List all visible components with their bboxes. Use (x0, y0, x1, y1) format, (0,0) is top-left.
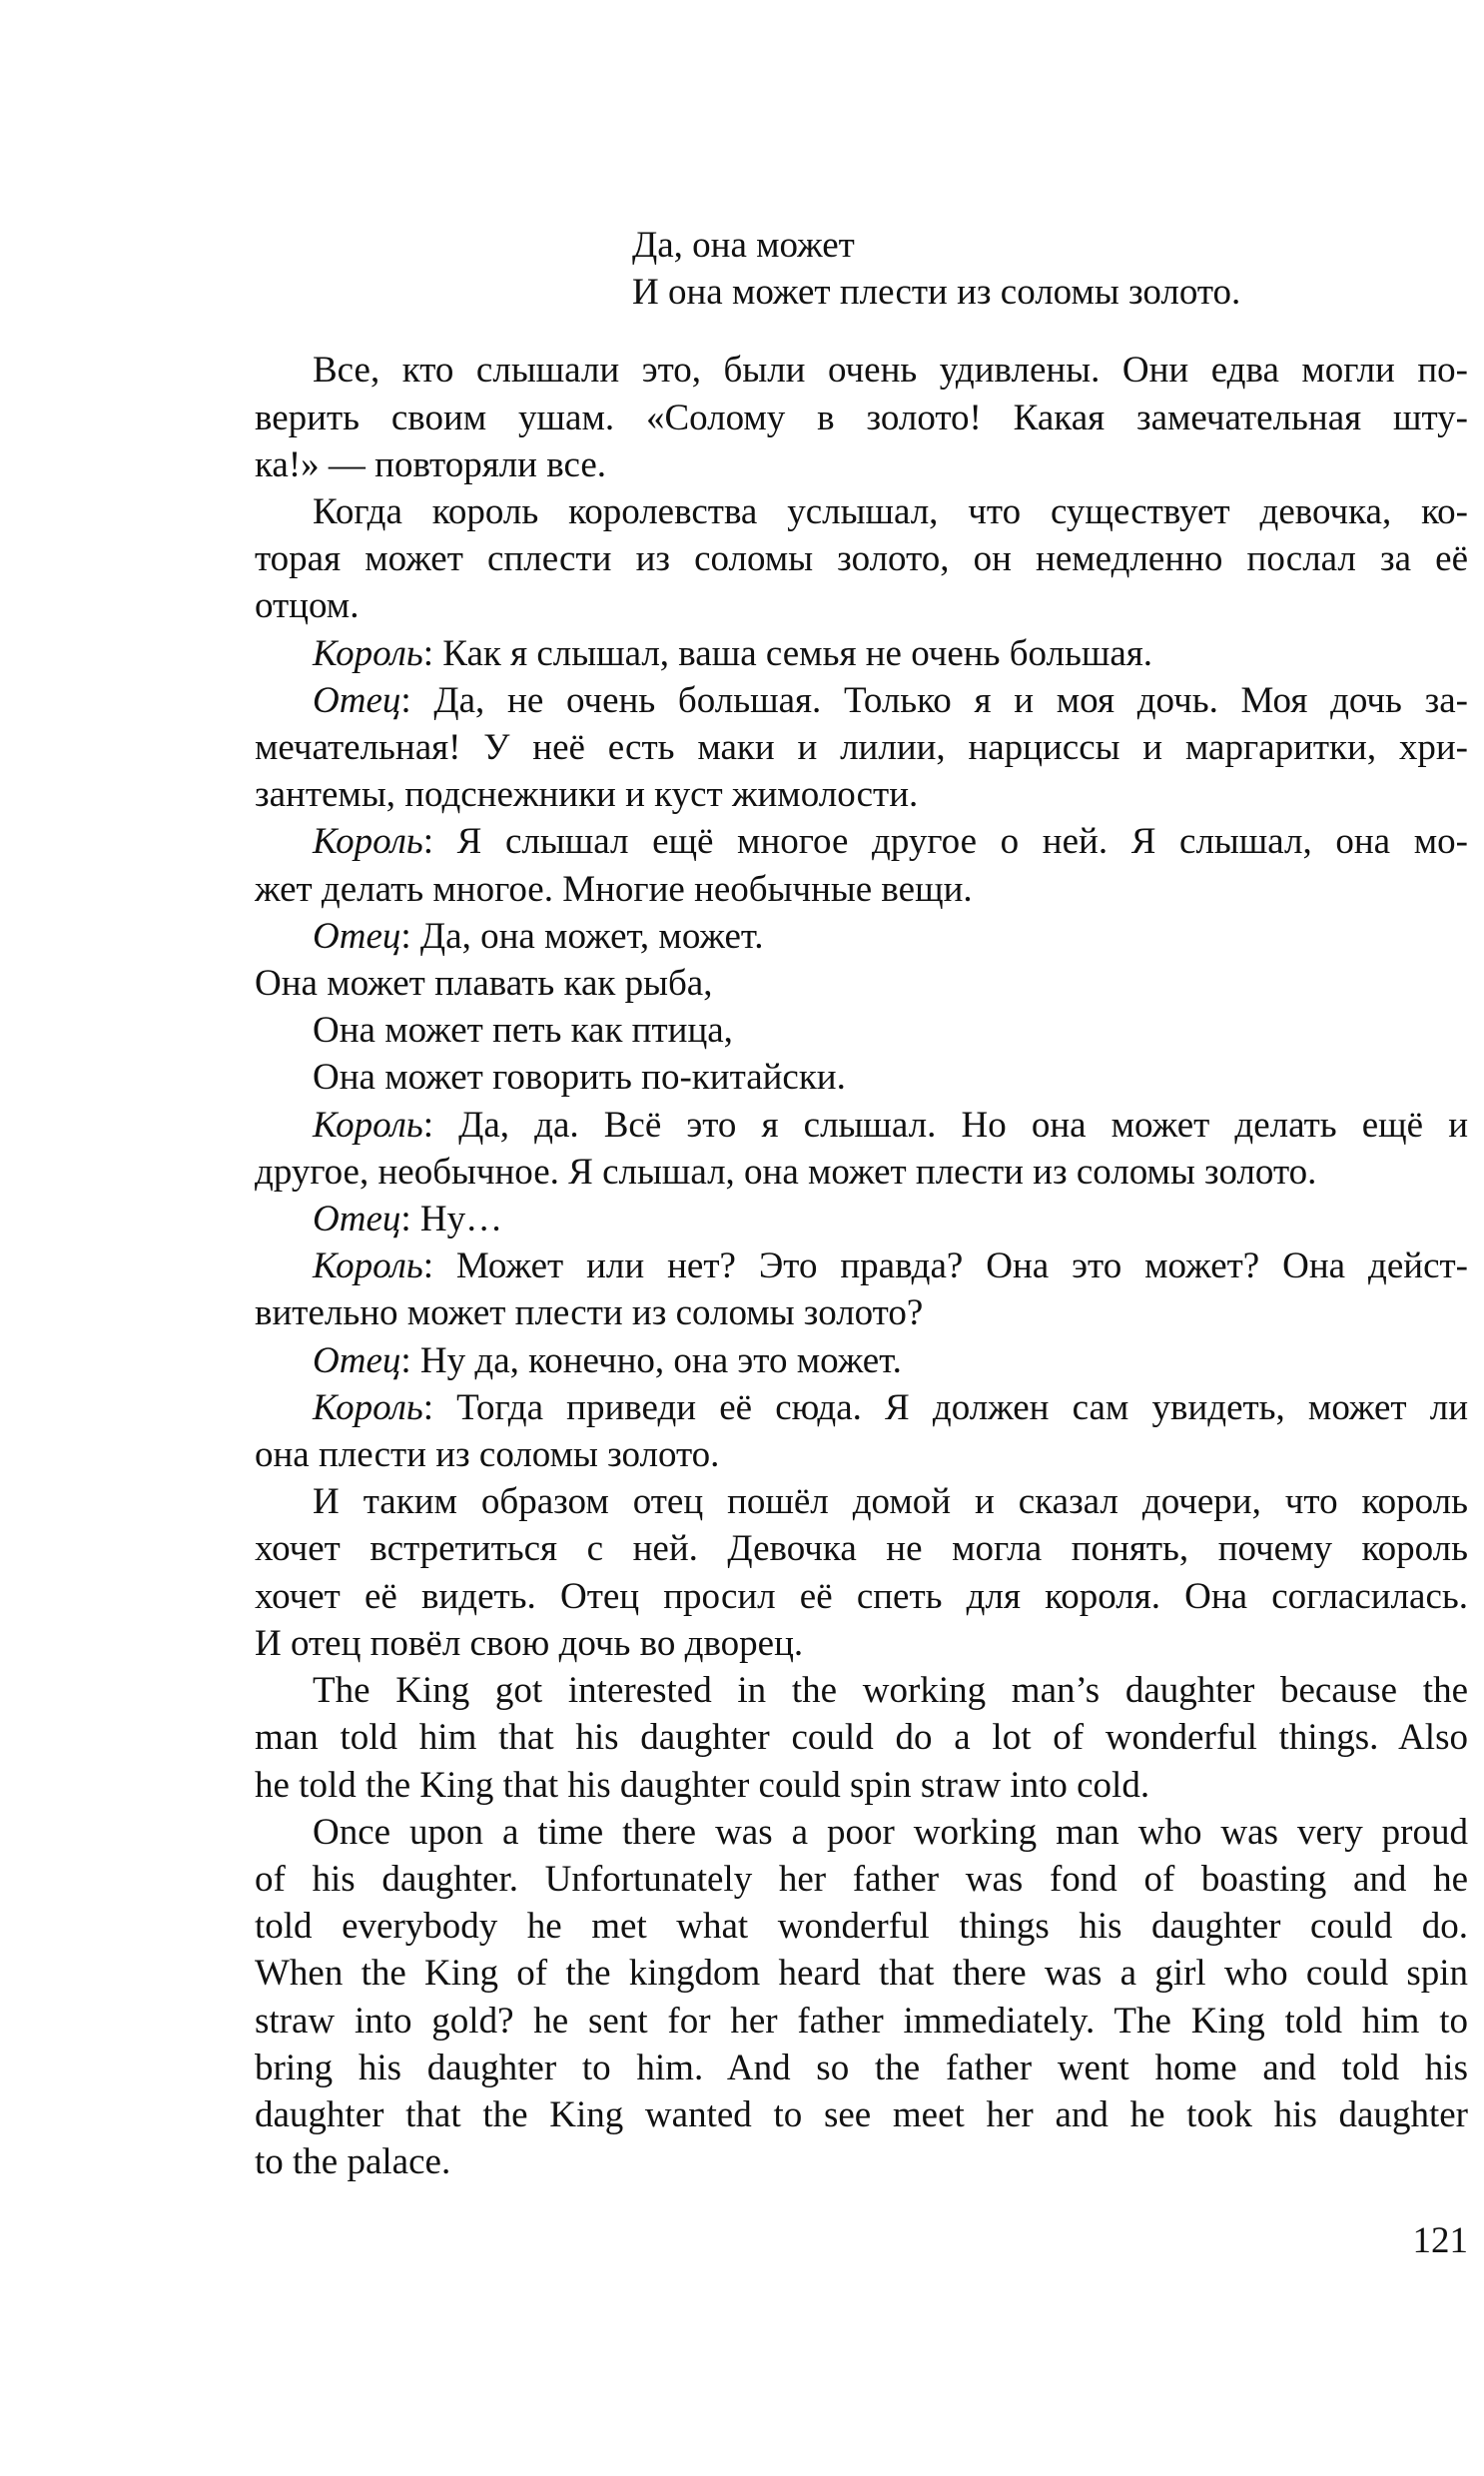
speaker-name: Отец (313, 1339, 401, 1381)
verse-line (255, 222, 1468, 269)
text-line (255, 1903, 1468, 1950)
line-text: The King got interested in the working man’s daughter because the (313, 1670, 1468, 1712)
text-line (255, 1007, 1468, 1054)
line-text: he told the King that his daughter could spin straw into cold. (255, 1764, 1150, 1806)
line-text: of his daughter. Unfortunately her father was fond of boasting and he (255, 1858, 1468, 1900)
text-line (255, 1856, 1468, 1903)
line-text: Все, кто слышали это, были очень удивлены. Они едва могли по- (313, 350, 1468, 392)
line-text: хочет её видеть. Отец просил её спеть для короля. Она согласилась. (255, 1575, 1468, 1617)
text-line (255, 771, 1468, 818)
line-text: она плести из соломы золото. (255, 1434, 720, 1476)
line-text: When the King of the kingdom heard that there was a girl who could spin (255, 1953, 1468, 1995)
dialogue-line (255, 630, 1468, 677)
line-text: to the palace. (255, 2141, 451, 2183)
text-line (255, 1809, 1468, 1856)
dialogue-line (255, 818, 1468, 865)
dialogue-line (255, 1102, 1468, 1149)
text-line (255, 1573, 1468, 1620)
dialogue-line (255, 1384, 1468, 1431)
line-text: И таким образом отец пошёл домой и сказал дочери, что король (313, 1481, 1468, 1523)
text-line (255, 1714, 1468, 1761)
line-text: Once upon a time there was a poor working man who was very proud (313, 1811, 1468, 1853)
text-line (255, 1667, 1468, 1714)
speaker-name: Отец (313, 1199, 401, 1240)
line-text: вительно может плести из соломы золото? (255, 1292, 924, 1334)
speaker-name: Король (313, 821, 423, 863)
line-text: Она может петь как птица, (313, 1010, 733, 1052)
text-line (255, 1289, 1468, 1336)
text-line (255, 866, 1468, 913)
text-line (255, 1054, 1468, 1101)
line-text: Она может плавать как рыба, (255, 963, 713, 1005)
text-line (255, 535, 1468, 582)
line-text: жет делать многое. Многие необычные вещи. (255, 868, 973, 910)
speaker-name: Король (313, 1386, 423, 1428)
text-line (255, 1950, 1468, 1997)
line-text: : Да, не очень большая. Только я и моя дочь. Моя дочь за- (400, 679, 1468, 721)
line-text: Когда король королевства услышал, что существует девочка, ко- (313, 491, 1468, 533)
dialogue-line (255, 913, 1468, 960)
text-line (255, 724, 1468, 771)
line-text: ка!» — повторяли все. (255, 443, 607, 485)
speaker-name: Король (313, 1245, 423, 1287)
line-text: : Я слышал ещё многое другое о ней. Я слышал, она мо- (422, 821, 1468, 863)
text-line (255, 582, 1468, 629)
line-text: Она может говорить по-китайски. (313, 1057, 846, 1099)
line-text: man told him that his daughter could do a lot of wonderful things. Also (255, 1717, 1468, 1759)
line-text: торая может сплести из соломы золото, он немедленно послал за её (255, 538, 1468, 580)
text-line (255, 347, 1468, 394)
text-line (255, 1762, 1468, 1809)
line-text: told everybody he met what wonderful things his daughter could do. (255, 1906, 1468, 1948)
line-text: straw into gold? he sent for her father immediately. The King told him to (255, 2000, 1468, 2042)
speaker-name: Отец (313, 679, 401, 721)
speaker-name: Король (313, 1104, 423, 1146)
text-line (255, 1431, 1468, 1478)
page-number: 121 (1412, 2220, 1468, 2261)
text-line (255, 2138, 1468, 2185)
text-line (255, 1525, 1468, 1572)
line-text: мечательная! У неё есть маки и лилии, нарциссы и маргаритки, хри- (255, 727, 1468, 769)
line-text: : Может или нет? Это правда? Она это может? Она дейст- (422, 1245, 1468, 1287)
dialogue-line (255, 1337, 1468, 1384)
page-body-text (255, 222, 1468, 2185)
text-line (255, 488, 1468, 535)
line-text: Да, она может (632, 225, 855, 266)
text-line (255, 1149, 1468, 1196)
text-line (255, 395, 1468, 441)
dialogue-line (255, 1196, 1468, 1242)
line-text: : Да, да. Всё это я слышал. Но она может делать ещё и (422, 1104, 1468, 1146)
line-text: bring his daughter to him. And so the father went home and told his (255, 2047, 1468, 2088)
speaker-name: Отец (313, 915, 401, 957)
text-line (255, 2091, 1468, 2138)
speaker-name: Король (313, 632, 423, 674)
line-text: : Ну да, конечно, она это может. (400, 1339, 902, 1381)
line-text: : Да, она может, может. (400, 915, 764, 957)
text-line (255, 1998, 1468, 2045)
line-text: И она может плести из соломы золото. (632, 272, 1241, 314)
dialogue-line (255, 1242, 1468, 1289)
line-text: : Ну… (400, 1199, 503, 1240)
line-text: daughter that the King wanted to see meet her and he took his daughter (255, 2093, 1468, 2135)
line-text: И отец повёл свою дочь во дворец. (255, 1622, 804, 1664)
line-text: зантемы, подснежники и куст жимолости. (255, 774, 919, 816)
line-text: верить своим ушам. «Солому в золото! Какая замечательная шту- (255, 397, 1468, 438)
line-text: отцом. (255, 585, 360, 627)
line-text: хочет встретиться с ней. Девочка не могла понять, почему король (255, 1528, 1468, 1570)
text-line (255, 960, 1468, 1007)
text-line (255, 2045, 1468, 2091)
dialogue-line (255, 677, 1468, 724)
text-line (255, 1620, 1468, 1667)
text-line (255, 441, 1468, 488)
verse-line (255, 269, 1468, 316)
line-text: другое, необычное. Я слышал, она может плести из соломы золото. (255, 1151, 1317, 1193)
line-text: : Как я слышал, ваша семья не очень большая. (422, 632, 1153, 674)
text-line (255, 1478, 1468, 1525)
line-text: : Тогда приведи её сюда. Я должен сам увидеть, может ли (422, 1386, 1468, 1428)
